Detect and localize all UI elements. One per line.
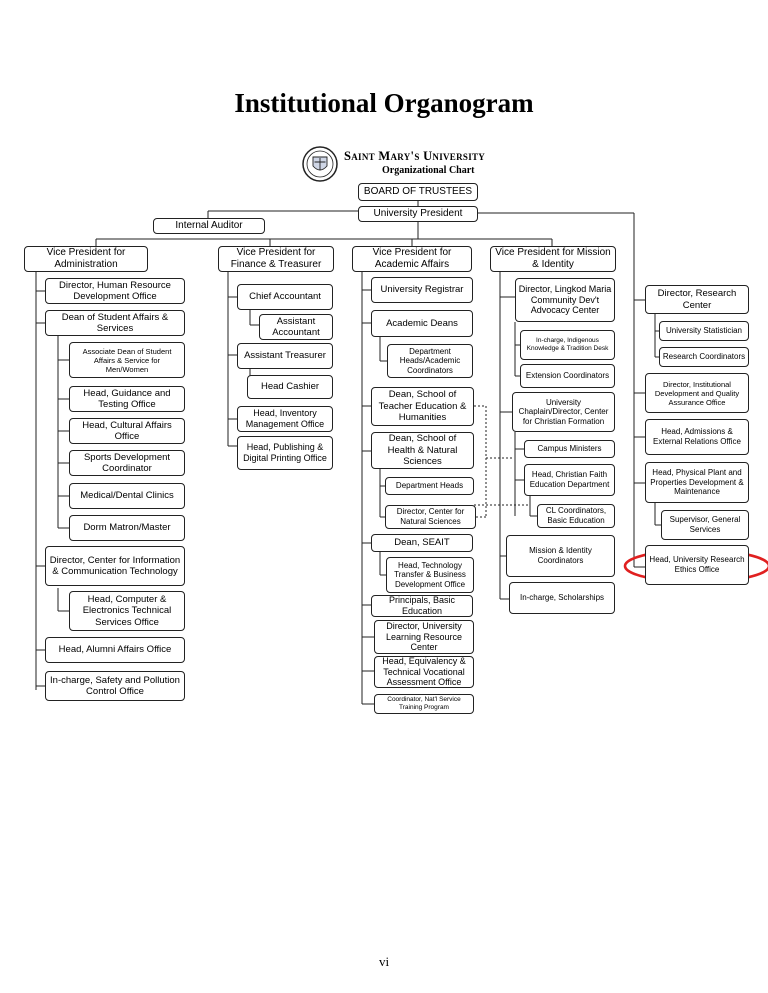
quality-assurance-box: Director, Institutional Development and Quality Assurance Office <box>645 373 749 413</box>
physical-plant-box: Head, Physical Plant and Properties Development & Maintenance <box>645 462 749 503</box>
scholarships-box: In-charge, Scholarships <box>509 582 615 614</box>
university-statistician-box: University Statistician <box>659 321 749 341</box>
extension-coordinators-box: Extension Coordinators <box>520 364 615 388</box>
general-services-box: Supervisor, General Services <box>661 510 749 540</box>
chief-accountant-box: Chief Accountant <box>237 284 333 310</box>
vp-administration-box: Vice President for Administration <box>24 246 148 272</box>
board-of-trustees-box: BOARD OF TRUSTEES <box>358 183 478 201</box>
university-president-box: University President <box>358 206 478 222</box>
learning-resource-center-box: Director, University Learning Resource Center <box>374 620 474 654</box>
publishing-printing-box: Head, Publishing & Digital Printing Office <box>237 436 333 470</box>
alumni-affairs-box: Head, Alumni Affairs Office <box>45 637 185 663</box>
research-center-box: Director, Research Center <box>645 285 749 314</box>
university-registrar-box: University Registrar <box>371 277 473 303</box>
assistant-treasurer-box: Assistant Treasurer <box>237 343 333 369</box>
christian-faith-education-box: Head, Christian Faith Education Department <box>524 464 615 496</box>
department-heads-box: Department Heads <box>385 477 474 495</box>
assistant-accountant-box: Assistant Accountant <box>259 314 333 340</box>
department-heads-coordinators-box: Department Heads/Academic Coordinators <box>387 344 473 378</box>
dean-teacher-education-box: Dean, School of Teacher Education & Humanities <box>371 387 474 426</box>
head-cashier-box: Head Cashier <box>247 375 333 399</box>
vp-finance-box: Vice President for Finance & Treasurer <box>218 246 334 272</box>
equivalency-assessment-box: Head, Equivalency & Technical Vocational Assessment Office <box>374 656 474 688</box>
vp-mission-box: Vice President for Mission & Identity <box>490 246 616 272</box>
guidance-testing-box: Head, Guidance and Testing Office <box>69 386 185 412</box>
lingkod-maria-box: Director, Lingkod Maria Community Dev't Advocacy Center <box>515 278 615 322</box>
inventory-management-box: Head, Inventory Management Office <box>237 406 333 432</box>
campus-ministers-box: Campus Ministers <box>524 440 615 458</box>
dean-student-affairs-box: Dean of Student Affairs & Services <box>45 310 185 336</box>
ict-center-box: Director, Center for Information & Communication Technology <box>45 546 185 586</box>
technology-transfer-box: Head, Technology Transfer & Business Development Office <box>386 557 474 593</box>
page-number: vi <box>378 954 390 969</box>
safety-pollution-box: In-charge, Safety and Pollution Control Office <box>45 671 185 701</box>
university-chaplain-box: University Chaplain/Director, Center for Christian Formation <box>512 392 615 432</box>
indigenous-knowledge-box: In-charge, Indigenous Knowledge & Tradition Desk <box>520 330 615 360</box>
university-name: Saint Mary's University <box>344 149 486 163</box>
research-coordinators-box: Research Coordinators <box>659 347 749 367</box>
nstp-coordinator-box: Coordinator, Nat'l Service Training Program <box>374 694 474 714</box>
principals-basic-education-box: Principals, Basic Education <box>371 595 473 617</box>
cl-coordinators-box: CL Coordinators, Basic Education <box>537 504 615 528</box>
dean-health-sciences-box: Dean, School of Health & Natural Sciences <box>371 432 474 469</box>
vp-academic-box: Vice President for Academic Affairs <box>352 246 472 272</box>
computer-electronics-box: Head, Computer & Electronics Technical Services Office <box>69 591 185 631</box>
chart-subtitle: Organizational Chart <box>382 165 475 176</box>
hr-development-box: Director, Human Resource Development Office <box>45 278 185 304</box>
mission-identity-coordinators-box: Mission & Identity Coordinators <box>506 535 615 577</box>
internal-auditor-box: Internal Auditor <box>153 218 265 234</box>
research-ethics-office-box: Head, University Research Ethics Office <box>645 545 749 585</box>
natural-sciences-center-box: Director, Center for Natural Sciences <box>385 505 476 529</box>
academic-deans-box: Academic Deans <box>371 310 473 337</box>
dean-seait-box: Dean, SEAIT <box>371 534 473 552</box>
associate-dean-box: Associate Dean of Student Affairs & Service for Men/Women <box>69 342 185 378</box>
dorm-matron-box: Dorm Matron/Master <box>69 515 185 541</box>
medical-dental-box: Medical/Dental Clinics <box>69 483 185 509</box>
sports-development-box: Sports Development Coordinator <box>69 450 185 476</box>
cultural-affairs-box: Head, Cultural Affairs Office <box>69 418 185 444</box>
admissions-relations-box: Head, Admissions & External Relations Office <box>645 419 749 455</box>
page-title: Institutional Organogram <box>234 88 534 118</box>
